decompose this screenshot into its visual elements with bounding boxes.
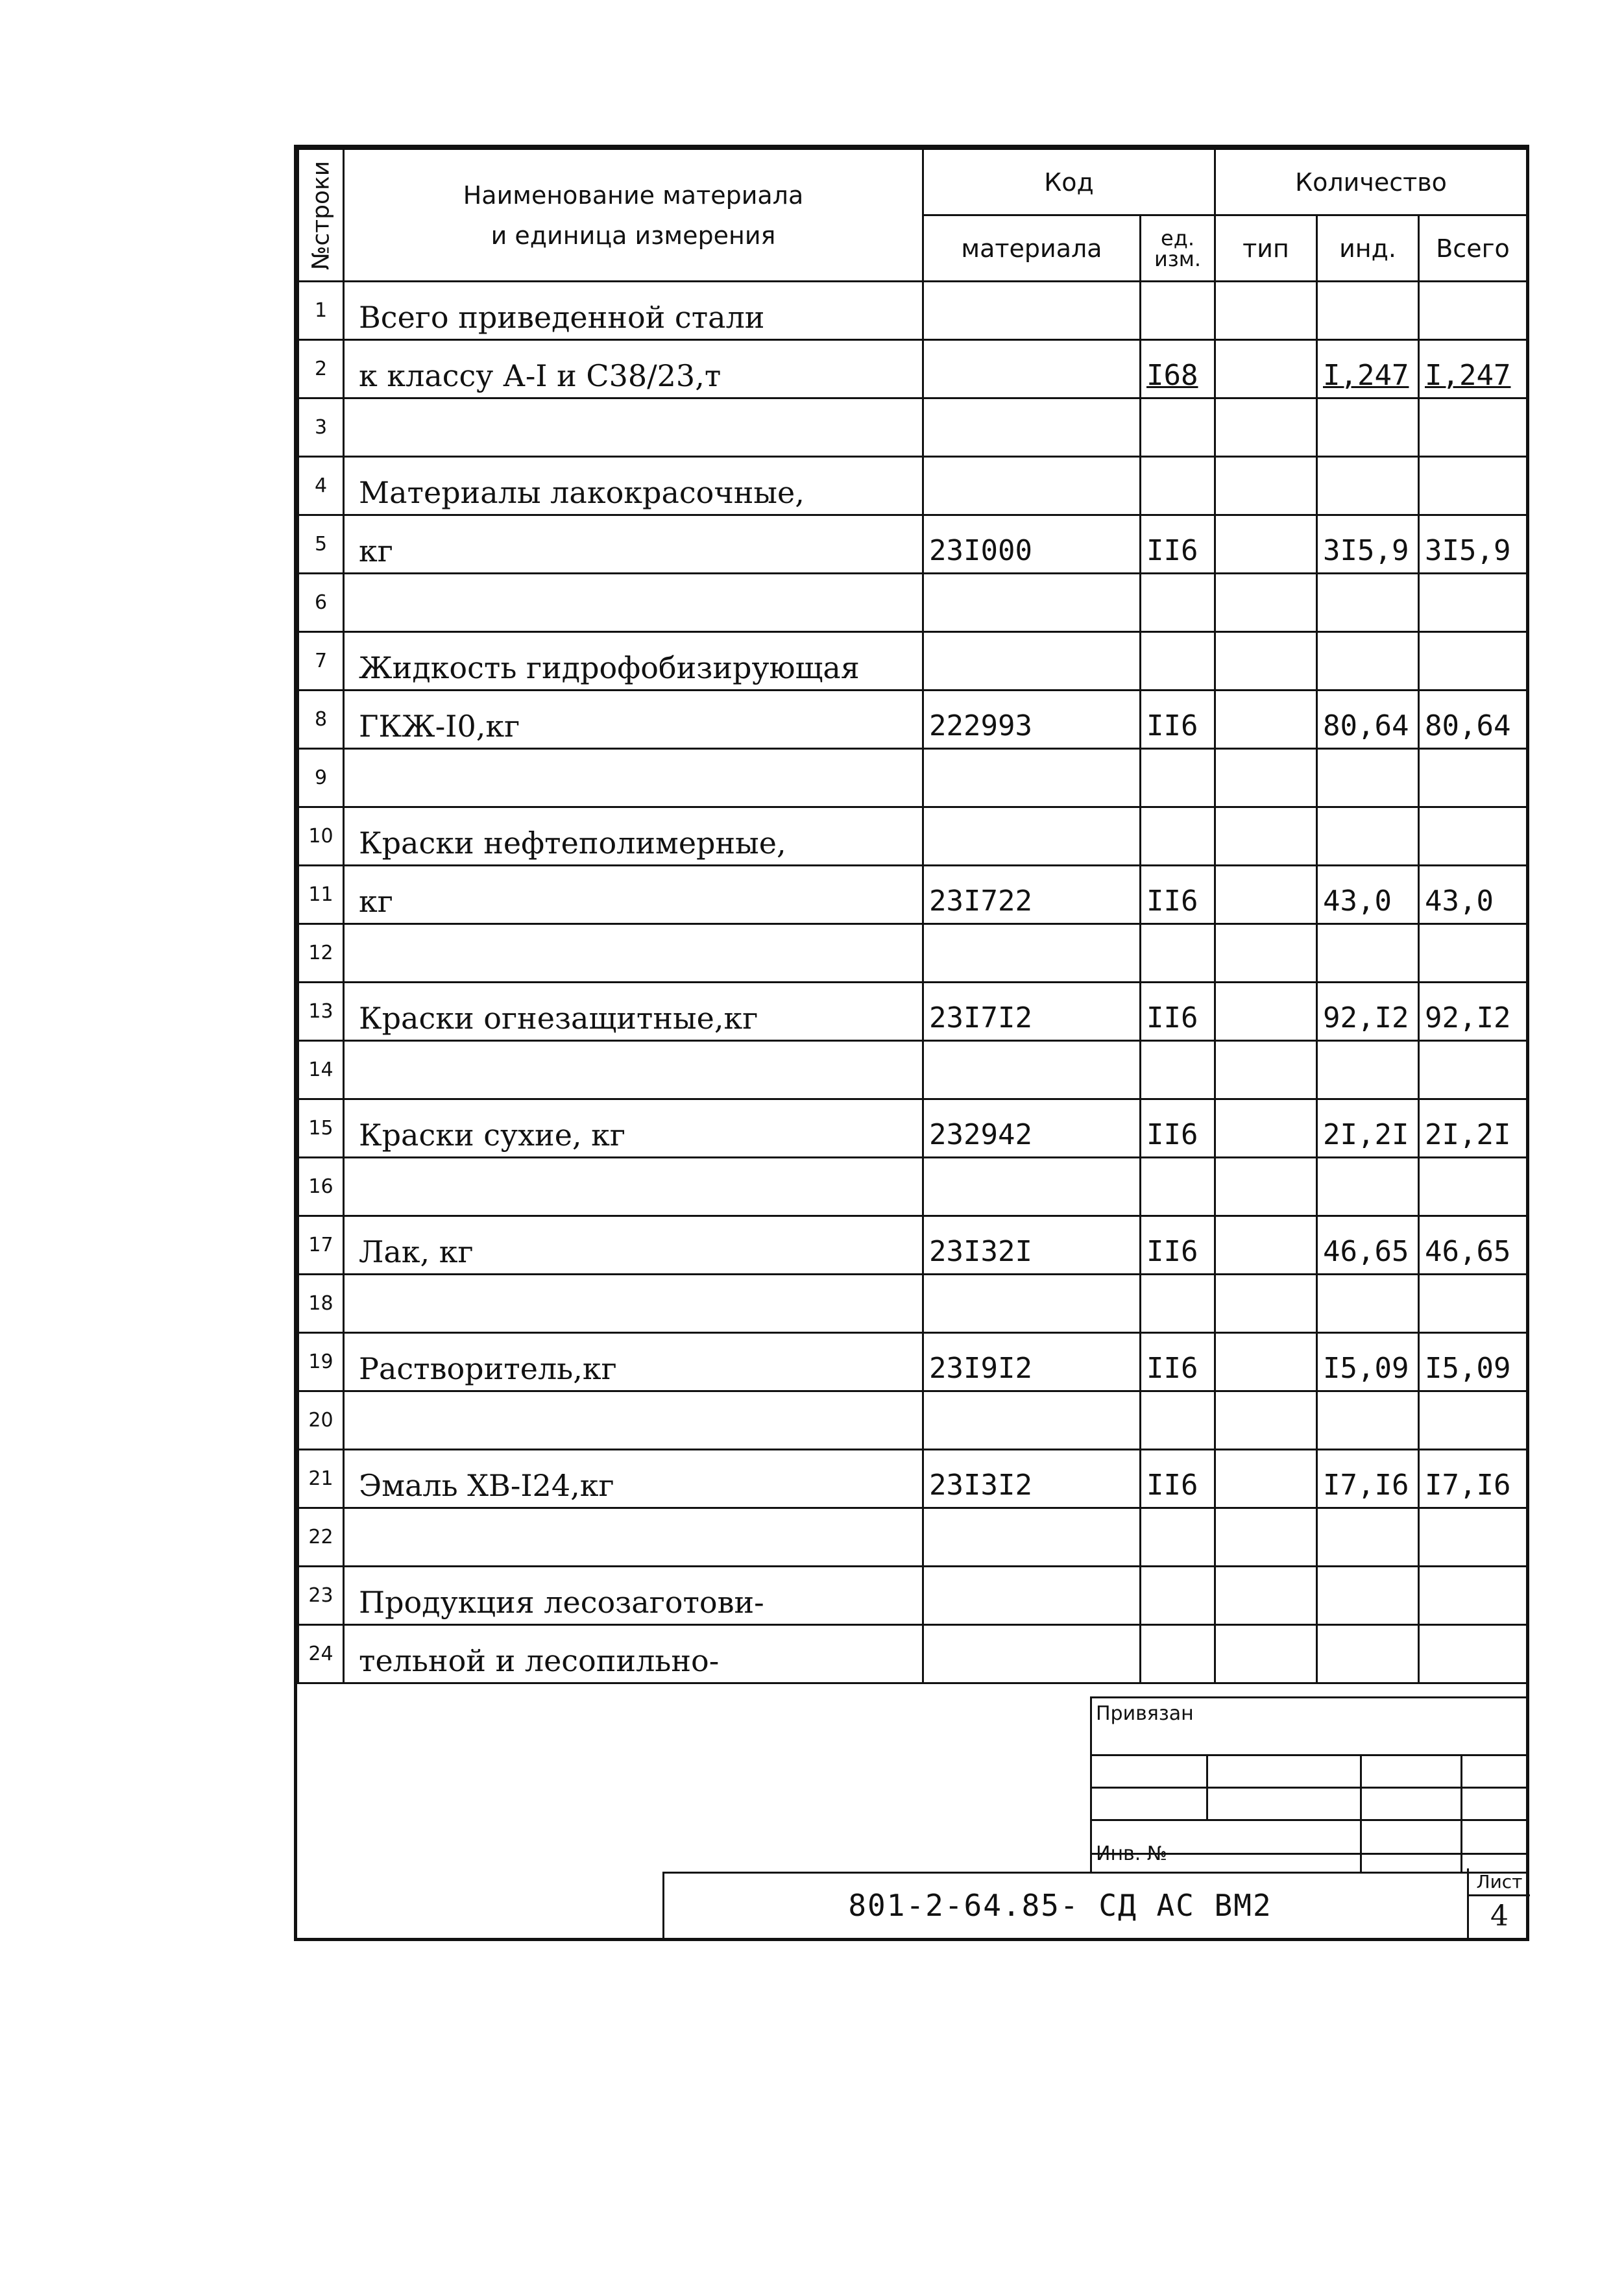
row-number: 2: [298, 340, 344, 398]
header-quantity: Количество: [1215, 149, 1527, 215]
ind-quantity: 46,65: [1317, 1216, 1419, 1275]
total-quantity: I7,I6: [1419, 1450, 1527, 1508]
ind-quantity: [1317, 398, 1419, 457]
total-quantity: 43,0: [1419, 866, 1527, 924]
unit-code: II6: [1141, 983, 1215, 1041]
material-code: 23I32I: [923, 1216, 1141, 1275]
unit-code: II6: [1141, 866, 1215, 924]
binding-line: [1092, 1787, 1528, 1789]
table-row: [298, 1158, 1527, 1216]
row-number: 22: [298, 1508, 344, 1567]
ind-quantity: [1317, 1041, 1419, 1099]
binding-label: Привязан: [1096, 1702, 1194, 1725]
table-row: [298, 1041, 1527, 1099]
unit-code: II6: [1141, 515, 1215, 574]
table-row: [298, 1391, 1527, 1450]
total-quantity: 92,I2: [1419, 983, 1527, 1041]
material-name: Краски нефтеполимерные,: [344, 807, 923, 866]
ind-quantity: [1317, 574, 1419, 632]
table-row: [298, 398, 1527, 457]
sheet-number: 4: [1490, 1900, 1509, 1933]
type-quantity: [1215, 1158, 1317, 1216]
row-number: 3: [298, 398, 344, 457]
unit-code: [1141, 398, 1215, 457]
unit-code: [1141, 807, 1215, 866]
material-name: Растворитель,кг: [344, 1333, 923, 1391]
table-row: [298, 340, 1527, 398]
table-row: [298, 574, 1527, 632]
type-quantity: [1215, 632, 1317, 691]
total-quantity: [1419, 924, 1527, 983]
unit-code: [1141, 749, 1215, 807]
material-code: [923, 1275, 1141, 1333]
total-quantity: [1419, 398, 1527, 457]
material-code: 222993: [923, 691, 1141, 749]
material-name: Продукция лесозаготови-: [344, 1567, 923, 1625]
material-name: [344, 1275, 923, 1333]
total-quantity: 3I5,9: [1419, 515, 1527, 574]
row-number: 15: [298, 1099, 344, 1158]
table-row: [298, 1450, 1527, 1508]
ind-quantity: I7,I6: [1317, 1450, 1419, 1508]
table-row: [298, 691, 1527, 749]
material-name: [344, 398, 923, 457]
binding-line: [1092, 1819, 1528, 1821]
material-name: кг: [344, 515, 923, 574]
header-total: Всего: [1419, 215, 1527, 282]
header-unit: ед. изм.: [1141, 215, 1215, 282]
material-name: [344, 1041, 923, 1099]
total-quantity: 2I,2I: [1419, 1099, 1527, 1158]
row-number: 10: [298, 807, 344, 866]
total-quantity: [1419, 1041, 1527, 1099]
total-quantity: [1419, 574, 1527, 632]
type-quantity: [1215, 574, 1317, 632]
header-name: [344, 149, 923, 282]
table-row: [298, 807, 1527, 866]
material-code: 23I3I2: [923, 1450, 1141, 1508]
type-quantity: [1215, 749, 1317, 807]
total-quantity: [1419, 1275, 1527, 1333]
unit-code: [1141, 632, 1215, 691]
type-quantity: [1215, 515, 1317, 574]
material-code: [923, 1041, 1141, 1099]
unit-code: [1141, 1391, 1215, 1450]
binding-divider: [1360, 1754, 1362, 1874]
type-quantity: [1215, 983, 1317, 1041]
material-name: Жидкость гидрофобизирующая: [344, 632, 923, 691]
material-name: кг: [344, 866, 923, 924]
material-name: Краски сухие, кг: [344, 1099, 923, 1158]
material-name: тельной и лесопильно-: [344, 1625, 923, 1683]
material-name: [344, 749, 923, 807]
table-row: [298, 1216, 1527, 1275]
row-number: 8: [298, 691, 344, 749]
inventory-number-label: Инв. №: [1096, 1842, 1168, 1865]
material-name: [344, 924, 923, 983]
ind-quantity: 3I5,9: [1317, 515, 1419, 574]
type-quantity: [1215, 1275, 1317, 1333]
material-code: [923, 457, 1141, 515]
type-quantity: [1215, 924, 1317, 983]
table-row: [298, 632, 1527, 691]
ind-quantity: 80,64: [1317, 691, 1419, 749]
ind-quantity: [1317, 924, 1419, 983]
material-code: [923, 807, 1141, 866]
row-number: 18: [298, 1275, 344, 1333]
type-quantity: [1215, 1216, 1317, 1275]
unit-code: II6: [1141, 1333, 1215, 1391]
title-block-area: [297, 1547, 1526, 1938]
ind-quantity: I5,09: [1317, 1333, 1419, 1391]
row-number: 6: [298, 574, 344, 632]
table-row: [298, 983, 1527, 1041]
table-row: [298, 282, 1527, 340]
type-quantity: [1215, 1099, 1317, 1158]
ind-quantity: [1317, 1391, 1419, 1450]
binding-divider: [1206, 1754, 1208, 1819]
table-row: [298, 457, 1527, 515]
table-row: [298, 1275, 1527, 1333]
ind-quantity: [1317, 282, 1419, 340]
total-quantity: [1419, 807, 1527, 866]
table-row: [298, 866, 1527, 924]
unit-code: [1141, 1275, 1215, 1333]
material-code: 23I722: [923, 866, 1141, 924]
type-quantity: [1215, 807, 1317, 866]
header-name-line2: и единица измерения: [491, 221, 776, 250]
sheet-label: Лист: [1469, 1868, 1530, 1896]
material-code: 23I9I2: [923, 1333, 1141, 1391]
type-quantity: [1215, 457, 1317, 515]
header-material: материала: [923, 215, 1141, 282]
total-quantity: [1419, 749, 1527, 807]
ind-quantity: [1317, 807, 1419, 866]
row-number: 17: [298, 1216, 344, 1275]
material-code: [923, 574, 1141, 632]
binding-divider: [1460, 1754, 1462, 1874]
row-number: 1: [298, 282, 344, 340]
header-code: Код: [923, 149, 1215, 215]
type-quantity: [1215, 340, 1317, 398]
material-code: 232942: [923, 1099, 1141, 1158]
unit-code: [1141, 282, 1215, 340]
total-quantity: 46,65: [1419, 1216, 1527, 1275]
material-code: [923, 340, 1141, 398]
type-quantity: [1215, 282, 1317, 340]
table-row: [298, 515, 1527, 574]
ind-quantity: 2I,2I: [1317, 1099, 1419, 1158]
row-number: 21: [298, 1450, 344, 1508]
material-code: [923, 632, 1141, 691]
document-sheet: [294, 145, 1529, 1941]
material-code: [923, 398, 1141, 457]
type-quantity: [1215, 1333, 1317, 1391]
unit-code: I68: [1141, 340, 1215, 398]
ind-quantity: 43,0: [1317, 866, 1419, 924]
row-number: 24: [298, 1625, 344, 1683]
type-quantity: [1215, 1391, 1317, 1450]
total-quantity: I5,09: [1419, 1333, 1527, 1391]
row-number: 7: [298, 632, 344, 691]
total-quantity: [1419, 457, 1527, 515]
type-quantity: [1215, 1450, 1317, 1508]
drawing-stamp: [662, 1872, 1528, 1940]
header-type: тип: [1215, 215, 1317, 282]
table-row: [298, 1099, 1527, 1158]
sheet-number-box: [1467, 1868, 1530, 1940]
row-number: 16: [298, 1158, 344, 1216]
material-name: Материалы лакокрасочные,: [344, 457, 923, 515]
unit-code: II6: [1141, 1450, 1215, 1508]
material-name: Лак, кг: [344, 1216, 923, 1275]
material-name: к классу А-I и С38/23,т: [344, 340, 923, 398]
type-quantity: [1215, 398, 1317, 457]
header-rownum: №строки: [298, 149, 344, 282]
row-number: 19: [298, 1333, 344, 1391]
material-code: [923, 282, 1141, 340]
row-number: 5: [298, 515, 344, 574]
material-name: [344, 1391, 923, 1450]
total-quantity: [1419, 1158, 1527, 1216]
binding-line: [1092, 1754, 1528, 1756]
table-body: [298, 282, 1527, 1683]
unit-code: [1141, 924, 1215, 983]
unit-code: II6: [1141, 691, 1215, 749]
material-name: [344, 1158, 923, 1216]
ind-quantity: I,247: [1317, 340, 1419, 398]
type-quantity: [1215, 1041, 1317, 1099]
unit-code: [1141, 574, 1215, 632]
binding-block: [1090, 1696, 1528, 1874]
row-number: 12: [298, 924, 344, 983]
materials-table: [297, 148, 1528, 1684]
unit-code: [1141, 1158, 1215, 1216]
ind-quantity: [1317, 632, 1419, 691]
total-quantity: I,247: [1419, 340, 1527, 398]
header-name-line1: Наименование материала: [463, 180, 804, 210]
material-code: [923, 1391, 1141, 1450]
material-code: 23I000: [923, 515, 1141, 574]
material-name: Всего приведенной стали: [344, 282, 923, 340]
unit-code: [1141, 457, 1215, 515]
material-code: [923, 1158, 1141, 1216]
total-quantity: [1419, 1391, 1527, 1450]
type-quantity: [1215, 866, 1317, 924]
ind-quantity: 92,I2: [1317, 983, 1419, 1041]
ind-quantity: [1317, 1275, 1419, 1333]
row-number: 20: [298, 1391, 344, 1450]
row-number: 13: [298, 983, 344, 1041]
table-row: [298, 1333, 1527, 1391]
ind-quantity: [1317, 749, 1419, 807]
document-number: 801-2-64.85- СД АС ВМ2: [848, 1888, 1272, 1923]
row-number: 11: [298, 866, 344, 924]
material-name: [344, 574, 923, 632]
header-ind: инд.: [1317, 215, 1419, 282]
table-row: [298, 924, 1527, 983]
row-number: 9: [298, 749, 344, 807]
unit-code: II6: [1141, 1216, 1215, 1275]
row-number: 14: [298, 1041, 344, 1099]
total-quantity: [1419, 282, 1527, 340]
total-quantity: [1419, 632, 1527, 691]
material-name: ГКЖ-I0,кг: [344, 691, 923, 749]
unit-code: II6: [1141, 1099, 1215, 1158]
material-name: Краски огнезащитные,кг: [344, 983, 923, 1041]
table-row: [298, 749, 1527, 807]
ind-quantity: [1317, 457, 1419, 515]
type-quantity: [1215, 691, 1317, 749]
material-code: [923, 924, 1141, 983]
material-code: 23I7I2: [923, 983, 1141, 1041]
material-code: [923, 749, 1141, 807]
row-number: 23: [298, 1567, 344, 1625]
ind-quantity: [1317, 1158, 1419, 1216]
row-number: 4: [298, 457, 344, 515]
material-name: Эмаль ХВ-I24,кг: [344, 1450, 923, 1508]
total-quantity: 80,64: [1419, 691, 1527, 749]
unit-code: [1141, 1041, 1215, 1099]
